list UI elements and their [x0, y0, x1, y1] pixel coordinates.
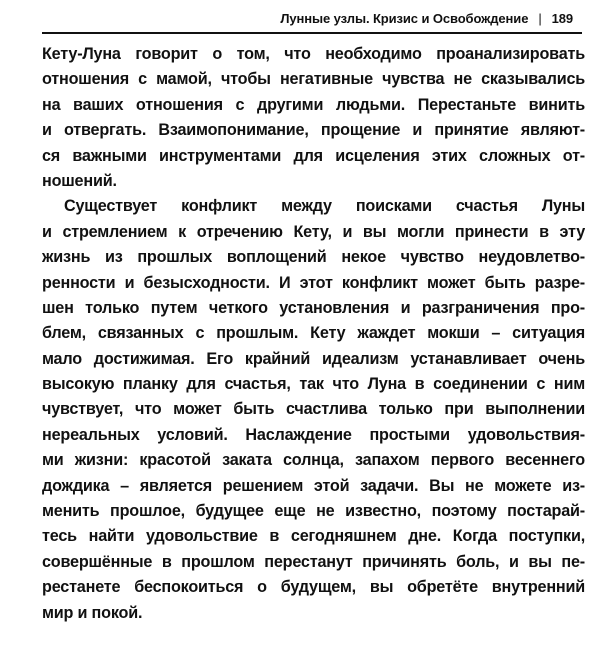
text-line: ся важными инструментами для исцеления этих сложных от-: [42, 146, 585, 165]
page-number: 189: [551, 10, 573, 26]
paragraph-2: [42, 194, 585, 626]
text-line: Кету-Луна говорит о том, что необходимо проанализировать: [42, 45, 585, 63]
paragraph-1: [42, 42, 585, 194]
running-title: Лунные узлы. Кризис и Освобождение: [280, 10, 529, 26]
text-line: совершённые в прошлом перестанут причинять боль, и вы пе-: [42, 552, 585, 571]
text-line: на ваших отношения с другими людьми. Перестаньте винить: [42, 95, 585, 114]
text-line: ми жизни: красотой заката солнца, запахом первого весеннего: [42, 451, 585, 470]
text-line: отношения с мамой, чтобы негативные чувства не сказывались: [42, 70, 585, 89]
text-line: блем, связанных с прошлым. Кету жаждет мокши – ситуация: [42, 324, 585, 343]
running-header: [0, 8, 573, 28]
text-line: нереальных условий. Наслаждение простыми удовольствия-: [42, 425, 585, 444]
text-line: чувствует, что может быть счастлива только при выполнении: [42, 400, 585, 419]
header-rule: [42, 32, 582, 34]
text-line: менить прошлое, будущее еще не известно, поэтому постарай-: [42, 502, 585, 521]
text-line: и отвергать. Взаимопонимание, прощение и принятие являют-: [42, 121, 585, 140]
text-line: тесь найти удовольствие в сегодняшнем дне. Когда поступки,: [42, 527, 585, 546]
text-line: рестанете беспокоиться о будущем, вы обретёте внутренний: [42, 578, 585, 597]
text-line: мало достижимая. Его крайний идеализм устанавливает очень: [42, 349, 585, 368]
text-line: Существует конфликт между поисками счастья Луны: [64, 197, 585, 216]
text-line: дождика – является решением этой задачи. Вы не можете из-: [42, 476, 585, 495]
text-line: шен только путем четкого установления и разграничения про-: [42, 298, 585, 317]
text-line: ренности и безысходности. И этот конфликт может быть разре-: [42, 273, 585, 292]
body-text: [42, 42, 585, 626]
text-line: высокую планку для счастья, так что Луна в соединении с ним: [42, 375, 585, 394]
text-line: жизнь из прошлых воплощений некое чувство неудовлетво-: [42, 248, 585, 267]
text-line: мир и покой.: [42, 603, 143, 622]
text-line: и стремлением к отречению Кету, и вы могли принести в эту: [42, 222, 585, 241]
header-separator: |: [538, 10, 542, 26]
text-line: ношений.: [42, 171, 117, 190]
